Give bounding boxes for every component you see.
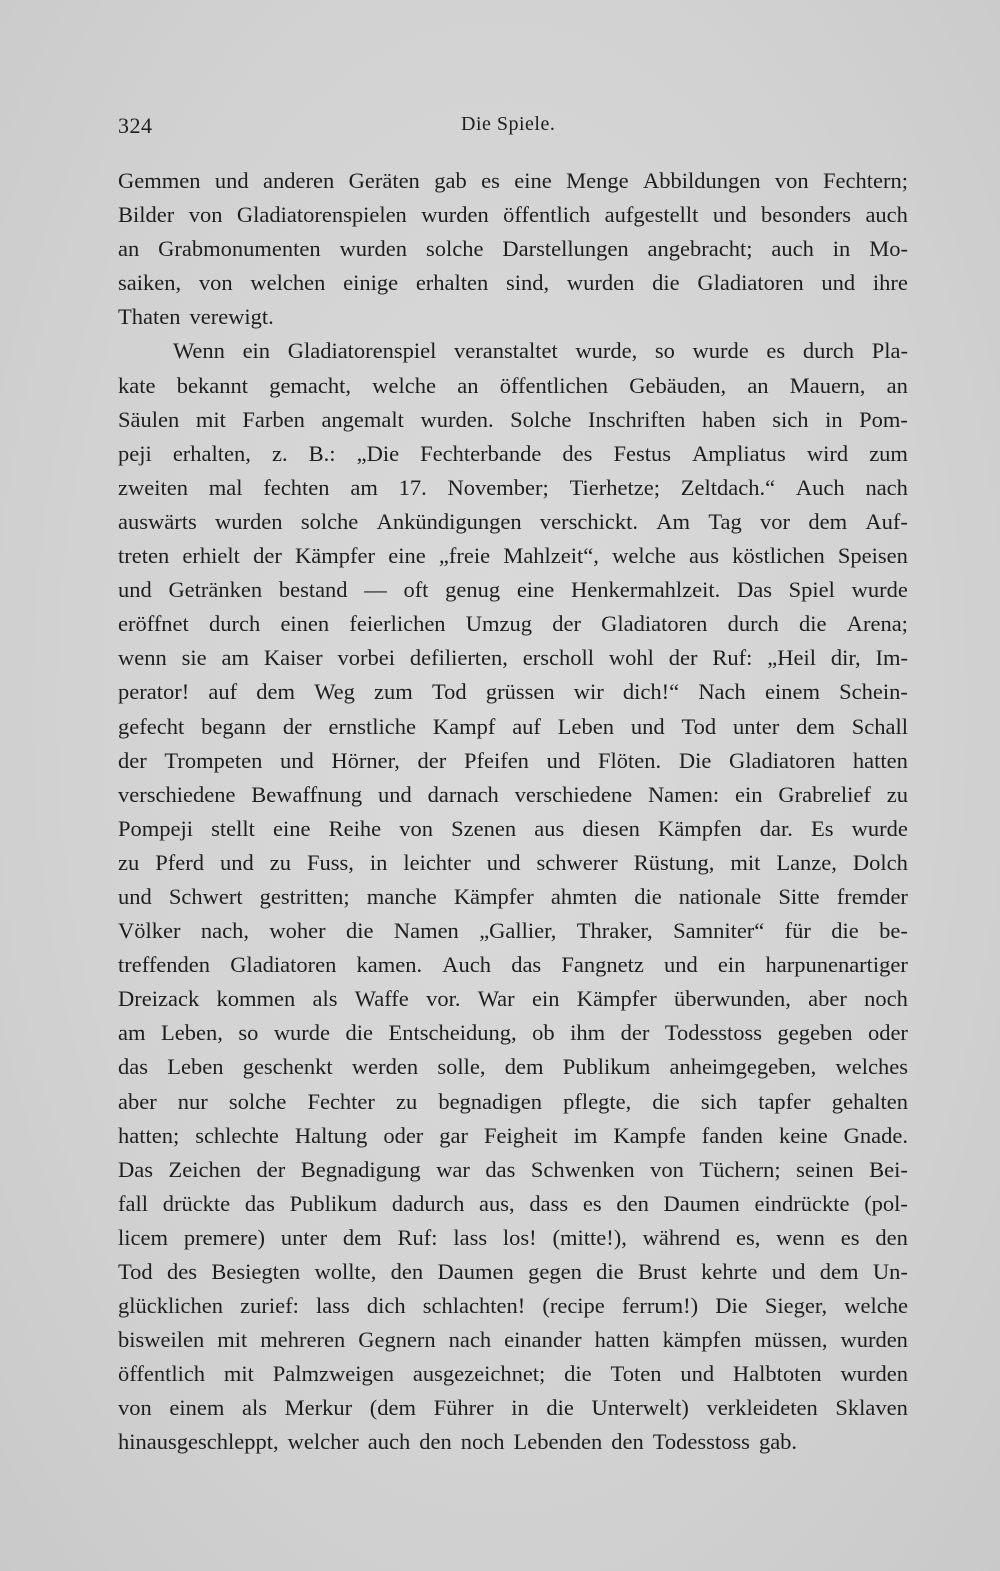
text-line: glücklichen zurief: lass dich schlachten! (recipe ferrum!) Die Sieger, welche — [118, 1293, 908, 1319]
text-line: auswärts wurden solche Ankündigungen verschickt. Am Tag vor dem Auf- — [118, 508, 908, 534]
page-header — [118, 113, 908, 143]
text-line: Gemmen und anderen Geräten gab es eine Menge Abbildungen von Fechtern; — [118, 168, 908, 193]
page-number: 324 — [118, 113, 153, 138]
text-line: gefecht begann der ernstliche Kampf auf Leben und Tod unter dem Schall — [118, 713, 908, 739]
text-line: und Getränken bestand — oft genug eine Henkermahlzeit. Das Spiel wurde — [118, 577, 908, 603]
text-line: Pompeji stellt eine Reihe von Szenen aus diesen Kämpfen dar. Es wurde — [118, 815, 908, 841]
text-line: Wenn ein Gladiatorenspiel veranstaltet wurde, so wurde es durch Pla- — [173, 338, 908, 364]
text-line: fall drückte das Publikum dadurch aus, dass es den Daumen eindrückte (pol- — [118, 1190, 908, 1216]
text-line: licem premere) unter dem Ruf: lass los! (mitte!), während es, wenn es den — [118, 1224, 908, 1250]
body-text — [118, 164, 908, 1460]
text-line: Tod des Besiegten wollte, den Daumen gegen die Brust kehrte und dem Un- — [118, 1259, 908, 1284]
running-head: Die Spiele. — [461, 113, 556, 135]
text-line: bisweilen mit mehreren Gegnern nach einander hatten kämpfen müssen, wurden — [118, 1327, 908, 1353]
text-line: an Grabmonumenten wurden solche Darstellungen angebracht; auch in Mo- — [118, 236, 908, 262]
text-line: am Leben, so wurde die Entscheidung, ob ihm der Todesstoss gegeben oder — [118, 1020, 908, 1046]
text-line: öffentlich mit Palmzweigen ausgezeichnet; die Toten und Halbtoten wurden — [118, 1361, 908, 1387]
text-line: peji erhalten, z. B.: „Die Fechterbande des Festus Ampliatus wird zum — [118, 440, 908, 466]
text-line: treten erhielt der Kämpfer eine „freie Mahlzeit“, welche aus köstlichen Speisen — [118, 543, 908, 569]
text-line: Thaten verewigt. — [118, 304, 274, 330]
text-line: treffenden Gladiatoren kamen. Auch das Fangnetz und ein harpunenartiger — [118, 952, 908, 978]
text-line: perator! auf dem Weg zum Tod grüssen wir dich!“ Nach einem Schein- — [118, 679, 908, 705]
text-line: Säulen mit Farben angemalt wurden. Solche Inschriften haben sich in Pom- — [118, 406, 908, 432]
text-line: aber nur solche Fechter zu begnadigen pflegte, die sich tapfer gehalten — [118, 1088, 908, 1114]
text-line: hatten; schlechte Haltung oder gar Feigheit im Kampfe fanden keine Gnade. — [118, 1122, 908, 1148]
text-line: zu Pferd und zu Fuss, in leichter und schwerer Rüstung, mit Lanze, Dolch — [118, 849, 908, 875]
text-line: und Schwert gestritten; manche Kämpfer ahmten die nationale Sitte fremder — [118, 883, 908, 909]
text-line: Dreizack kommen als Waffe vor. War ein Kämpfer überwunden, aber noch — [118, 986, 908, 1012]
text-line: das Leben geschenkt werden solle, dem Publikum anheimgegeben, welches — [118, 1054, 908, 1080]
text-line: wenn sie am Kaiser vorbei defilierten, erscholl wohl der Ruf: „Heil dir, Im- — [118, 645, 908, 671]
text-line: Bilder von Gladiatorenspielen wurden öffentlich aufgestellt und besonders auch — [118, 202, 908, 228]
text-line: kate bekannt gemacht, welche an öffentlichen Gebäuden, an Mauern, an — [118, 372, 908, 398]
text-line: saiken, von welchen einige erhalten sind, wurden die Gladiatoren und ihre — [118, 270, 908, 296]
text-line: der Trompeten und Hörner, der Pfeifen und Flöten. Die Gladiatoren hatten — [118, 747, 908, 773]
text-line: von einem als Merkur (dem Führer in die Unterwelt) verkleideten Sklaven — [118, 1395, 908, 1421]
text-line: eröffnet durch einen feierlichen Umzug der Gladiatoren durch die Arena; — [118, 611, 908, 637]
text-line: zweiten mal fechten am 17. November; Tierhetze; Zeltdach.“ Auch nach — [118, 474, 908, 500]
text-line: Völker nach, woher die Namen „Gallier, Thraker, Samniter“ für die be- — [118, 918, 908, 944]
text-line: verschiedene Bewaffnung und darnach verschiedene Namen: ein Grabrelief zu — [118, 781, 908, 807]
text-line: hinausgeschleppt, welcher auch den noch Lebenden den Todesstoss gab. — [118, 1429, 798, 1455]
text-line: Das Zeichen der Begnadigung war das Schwenken von Tüchern; seinen Bei- — [118, 1156, 908, 1182]
